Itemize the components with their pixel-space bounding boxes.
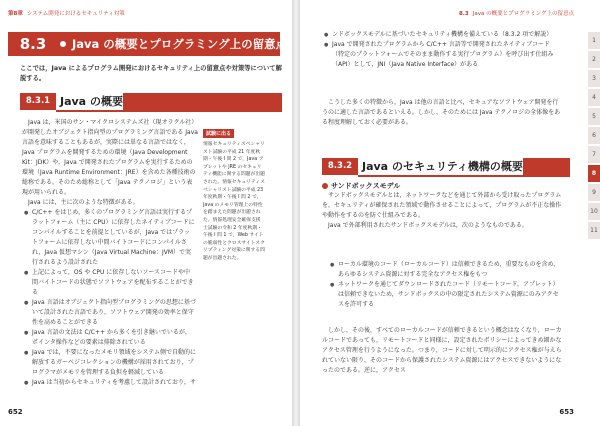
- section-banner: [8, 32, 288, 56]
- section-bullet-icon: [60, 41, 66, 47]
- chapter-tab[interactable]: 7: [588, 146, 600, 163]
- chapter-tab[interactable]: 1: [588, 32, 600, 49]
- body-text-right-2: [322, 191, 562, 231]
- running-head-title: システム開発におけるセキュリティ対策: [26, 11, 125, 17]
- list-item: ● Java 言語はオブジェクト指向型プログラミングの思想に基づいて設計された言語であり，ソフトウェア開発の効率と保守性を高めることができる: [24, 298, 196, 328]
- subhead-text: サンドボックスモデル: [331, 182, 401, 190]
- side-note-tag: 試験に出る: [203, 129, 234, 138]
- sandbox-list: [330, 260, 560, 310]
- body-text-left: [22, 118, 198, 208]
- subsection-banner-831: [20, 93, 282, 110]
- list-item: ● 上記によって，OS や CPU に依存しないソースコードや中間バイトコードの状態でソフトウェアを配布することができる: [24, 268, 196, 298]
- section-title: Java の概要とプログラミング上の留意点: [72, 37, 288, 51]
- chapter-tab[interactable]: 2: [588, 51, 600, 68]
- paragraph: Java は，米国のサン・マイクロシステムズ社（現オラクル社）が開発したオブジェクト指向型のプログラミング言語である Java 言語を意味することもあるが，実際には単なる言語ではなく，Java プログラムを開発するための環境（Java Development Kit：JDK）や，Java で開発されたプログラムを実行するための環境（Java Runtime Environment：JRE）を含めた各種技術の総称である。そのため総称として「Java テクノロジ」という表現が用いられる。: [22, 119, 198, 196]
- chapter-tab[interactable]: 10: [588, 203, 600, 220]
- page-number-left: 652: [8, 408, 23, 416]
- list-item: ● Java で開発されたプログラムから C/C++ 言語等で開発されたネイティブコード（特定のプラットフォームでそのまま動作する実行プログラム）を呼び出す仕組み（API）として，JNI（Java Native Interface）がある: [324, 40, 560, 70]
- right-page: [300, 0, 600, 426]
- side-note-text: 情報セキュリティスペシャリスト試験の平成 21 年度秋期・午後 I 問 2 で，Java アプレットや JRE のセキュリティ機能に関する問題が出題された。情報セキュリティスペシャリスト試験の平成 23 年度秋期・午後 I 問 2 で，Java のメモリ管理上の特性を踏まえた問題が出題された。情報処理安全確保支援士試験の令和 2 年度秋期・午後 I 問 1 で，Web サイトの脆弱性とクロスサイトスクリプティング対策に関する問題が出題された。: [203, 142, 265, 261]
- running-head-chapter: 第8章: [8, 11, 23, 17]
- list-item: ● ネットワークを通じてダウンロードされたコード（リモートコード，アプレット）は信頼できないため，サンドボックスの中の限定されたシステム資源にのみアクセスを許可する: [330, 280, 560, 310]
- side-note: [203, 120, 265, 263]
- list-item: ● C/C++ をはじめ，多くのプログラミング言語は実行するプラットフォーム（主に CPU）に依存したネイティブコードにコンパイルすることを前提としているが，Java ではプラットフォームに依存しない中間バイトコードにコンパイルされ，Java 仮想マシン（Java Virtual Machine：JVM）で実行されるよう設計された: [24, 208, 196, 268]
- page-number-right: 653: [559, 408, 574, 416]
- running-head-right: [459, 9, 574, 17]
- book-gutter: [292, 0, 300, 426]
- chapter-tab[interactable]: 6: [588, 127, 600, 144]
- list-item: ● ンドボックスモデルに基づいたセキュリティ機構を備えている（8.3.2 項で解説）: [324, 30, 560, 40]
- list-item: ● Java は当初からセキュリティを考慮して設計されており，サ: [24, 378, 196, 388]
- paragraph: こうした多くの特徴から，Java は他の言語と比べ，セキュアなソフトウェア開発を行うのに適した言語であるといえる。しかし，そのためには Java テクノロジの全体像をある程度理解しておく必要がある。: [322, 99, 561, 126]
- subsection-title: Java のセキュリティ機構の概要: [358, 158, 523, 175]
- continued-list: [324, 30, 560, 70]
- paragraph: Java で外部利用されたサンドボックスモデルは，次のようなものである。: [328, 222, 528, 229]
- running-head-section: 8.3: [458, 11, 469, 17]
- subsection-banner-832: [322, 158, 570, 175]
- subsection-title: Java の概要: [56, 93, 123, 110]
- chapter-tab[interactable]: 3: [588, 70, 600, 87]
- subsection-number: 8.3.1: [25, 96, 51, 106]
- section-intro: ここでは，Java によるプログラム開発におけるセキュリティ上の留意点や対策等について解説する。: [20, 65, 282, 82]
- chapter-tab[interactable]: 4: [588, 89, 600, 106]
- subhead-sandbox: [322, 181, 400, 191]
- section-number: 8.3: [19, 35, 47, 53]
- list-item: ● Java では，不要になったメモリ領域をシステム側で自動的に解放するガーベジコレクションの機構が採用されており，プログラマがメモリを管理する負担を軽減している: [24, 348, 196, 378]
- left-page: [0, 0, 292, 426]
- body-text-right-1: [322, 98, 562, 128]
- body-text-right-3: [322, 326, 562, 376]
- chapter-tab[interactable]: 5: [588, 108, 600, 125]
- paragraph: サンドボックスモデルとは，ネットワークなどを通じて外部から受け取ったプログラムを，セキュリティが確保された領域で動作させることによって，プログラムが不正な操作や動作をするのを防ぐ仕組みである。: [322, 192, 562, 219]
- subsection-underline: [358, 175, 570, 177]
- chapter-tab-active[interactable]: 8: [588, 165, 600, 182]
- chapter-tabs: [588, 32, 600, 241]
- list-item: ● Java 言語の文法は C/C++ から多くを引き継いでいるが，ポインタ操作などの要素は排除されている: [24, 328, 196, 348]
- subsection-number: 8.3.2: [327, 161, 353, 171]
- paragraph: Java には，主に次のような特徴がある。: [28, 199, 139, 206]
- feature-list: [24, 208, 196, 388]
- running-head-left: [8, 9, 125, 17]
- list-item: ● ローカル環境のコード（ローカルコード）は信頼できるため，重要なものを含め，あらゆるシステム資源に対する完全なアクセス権をもつ: [330, 260, 560, 280]
- paragraph: しかし，その後，すべてのローカルコードが信頼できるという概念はなくなり，ローカルコードであっても，リモートコードと同様に，設定されたポリシーによってきめ細かなアクセス管理を行うようになった。つまり，コードに対して明示的にアクセス権が与えられていない限り，そのコードから保護されたシステム資源にはアクセスできないようになったのである。逆に，アクセス: [322, 327, 562, 374]
- chapter-tab[interactable]: 11: [588, 222, 600, 239]
- subsection-underline: [56, 110, 282, 112]
- running-head-title: Java の概要とプログラミング上の留意点: [472, 11, 574, 17]
- bullet-dot-icon: [322, 183, 328, 189]
- chapter-tab[interactable]: 9: [588, 184, 600, 201]
